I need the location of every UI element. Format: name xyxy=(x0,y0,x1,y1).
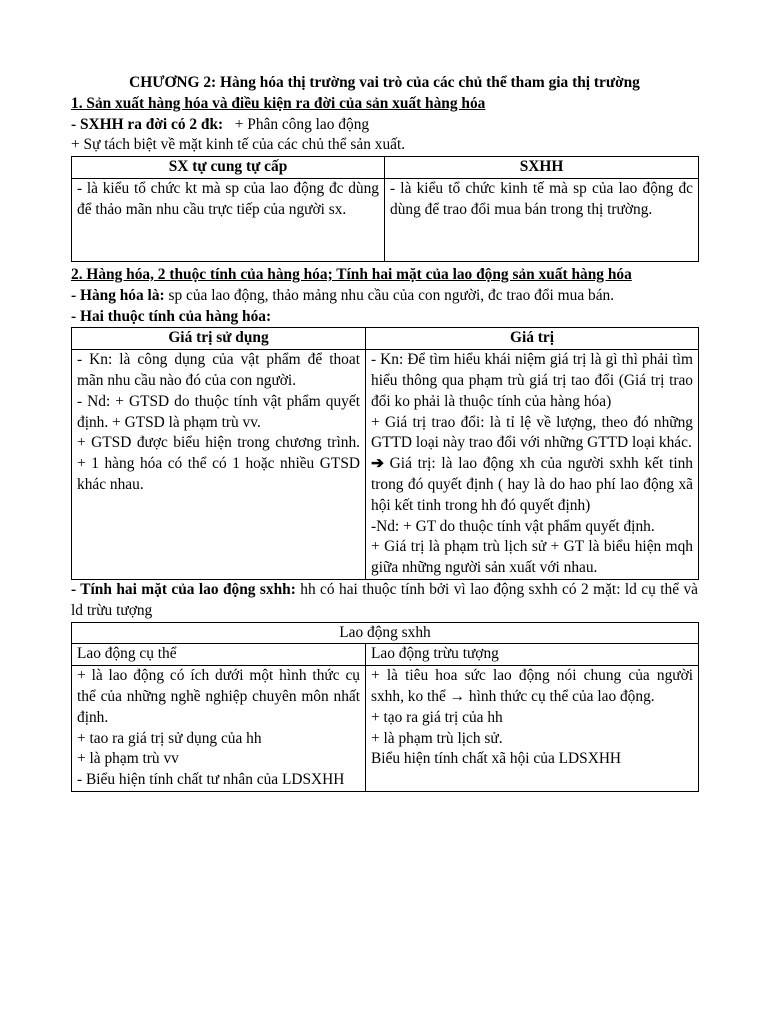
table2-header-use-value: Giá trị sử dụng xyxy=(72,328,366,350)
value-line: - Kn: Để tìm hiểu khái niệm giá trị là gì thì phải tìm hiểu thông qua phạm trù giá trị tao đổi (Giá trị trao đổi ko phải là thuộc tính của hàng hóa) xyxy=(371,351,693,410)
table3-header-abstract: Lao động trừu tượng xyxy=(366,644,699,666)
section2-definition-label: - Hàng hóa là: xyxy=(71,286,165,304)
table2-cell-use-value xyxy=(72,350,366,580)
table3-cell-abstract xyxy=(366,666,699,792)
section2-attributes-heading: - Hai thuộc tính của hàng hóa: xyxy=(71,307,272,325)
table3-cell-concrete xyxy=(72,666,366,792)
section1-heading: 1. Sản xuất hàng hóa và điều kiện ra đời của sản xuất hàng hóa xyxy=(71,94,486,112)
chapter-title: CHƯƠNG 2: Hàng hóa thị trường vai trò của các chủ thể tham gia thị trường xyxy=(129,74,640,91)
section2-definition xyxy=(71,286,698,307)
document-page xyxy=(71,73,698,792)
section1-line1-text: + Phân công lao động xyxy=(223,115,370,133)
table3-caption: Lao động sxhh xyxy=(72,622,699,644)
concrete-labor-line: + là phạm trù vv xyxy=(77,750,179,768)
table1-header-commodity: SXHH xyxy=(385,157,699,179)
right-arrow-icon: → xyxy=(449,687,466,705)
value-line: -Nd: + GT do thuộc tính vật phẩm quyết định. xyxy=(371,517,655,535)
abstract-labor-line xyxy=(371,666,693,708)
value-line: + Giá trị trao đổi: là tỉ lệ về lượng, theo đó những GTTD loại này trao đổi với những GTTD loại khác. xyxy=(371,413,693,452)
labor-duality-paragraph xyxy=(71,580,698,622)
table-labor-types xyxy=(71,622,699,792)
abstract-labor-text-pre: + là tiêu hoa sức lao động nói chung của người sxhh, ko thể xyxy=(371,667,694,705)
table1-cell-commodity: - là kiểu tổ chức kinh tế mà sp của lao động đc dùng để trao đổi mua bán trong thị trường. xyxy=(385,178,699,261)
value-line: + Giá trị là phạm trù lịch sử + GT là biểu hiện mqh giữa những người sản xuất với nhau. xyxy=(371,538,693,577)
abstract-labor-text-post: hình thức cụ thể của lao động. xyxy=(465,687,655,705)
table-production-types xyxy=(71,156,699,262)
concrete-labor-line: + tao ra giá trị sử dụng của hh xyxy=(77,729,262,747)
concrete-labor-line: + là lao động có ích dưới một hình thức cụ thể của những nghề nghiệp chuyên môn nhất định. xyxy=(77,667,360,726)
use-value-line: + GTSD được biểu hiện trong chương trình. + 1 hàng hóa có thể có 1 hoặc nhiều GTSD khác nhau. xyxy=(77,434,360,493)
abstract-labor-line: Biểu hiện tính chất xã hội của LDSXHH xyxy=(371,750,622,768)
section2-definition-text: sp của lao động, thảo mảng nhu cầu của con người, đc trao đổi mua bán. xyxy=(164,286,615,304)
table3-header-concrete: Lao động cụ thể xyxy=(72,644,366,666)
labor-duality-label: - Tính hai mặt của lao động sxhh: xyxy=(71,580,296,598)
table1-cell-self-sufficient: - là kiểu tổ chức kt mà sp của lao động đc dùng để thảo mãn nhu cầu trực tiếp của người sx. xyxy=(72,178,385,261)
section2-heading: 2. Hàng hóa, 2 thuộc tính của hàng hóa; Tính hai mặt của lao động sản xuất hàng hóa xyxy=(71,265,632,283)
value-line-text: Giá trị: là lao động xh của người sxhh kết tinh trong đó quyết định ( hay là do hao phí lao động xã hội kết tinh trong hh đó quyết định) xyxy=(371,455,693,514)
concrete-labor-line: - Biểu hiện tính chất tư nhân của LDSXHH xyxy=(77,771,345,789)
right-arrow-icon: ➔ xyxy=(371,455,384,473)
use-value-line: - Kn: là công dụng của vật phẩm để thoat mãn nhu cầu nào đó của con người. xyxy=(77,351,360,389)
table2-cell-value xyxy=(366,350,699,580)
use-value-line: - Nd: + GTSD do thuộc tính vật phẩm quyết định. + GTSD là phạm trù vv. xyxy=(77,392,360,431)
table-commodity-attributes xyxy=(71,327,699,580)
abstract-labor-line: + tạo ra giá trị của hh xyxy=(371,708,503,726)
section1-line1-label: - SXHH ra đời có 2 đk: xyxy=(71,115,224,133)
table2-header-value: Giá trị xyxy=(366,328,699,350)
table1-header-self-sufficient: SX tự cung tự cấp xyxy=(72,157,385,179)
section1-line2: + Sự tách biệt về mặt kinh tế của các chủ thể sản xuất. xyxy=(71,136,406,154)
abstract-labor-line: + là phạm trù lịch sử. xyxy=(371,729,503,747)
value-line xyxy=(371,454,693,516)
section1-line1 xyxy=(71,115,698,136)
labor-duality-text: hh có hai thuộc tính bởi vì lao động sxhh có 2 mặt: ld cụ thể và ld trừu tượng xyxy=(71,580,698,619)
